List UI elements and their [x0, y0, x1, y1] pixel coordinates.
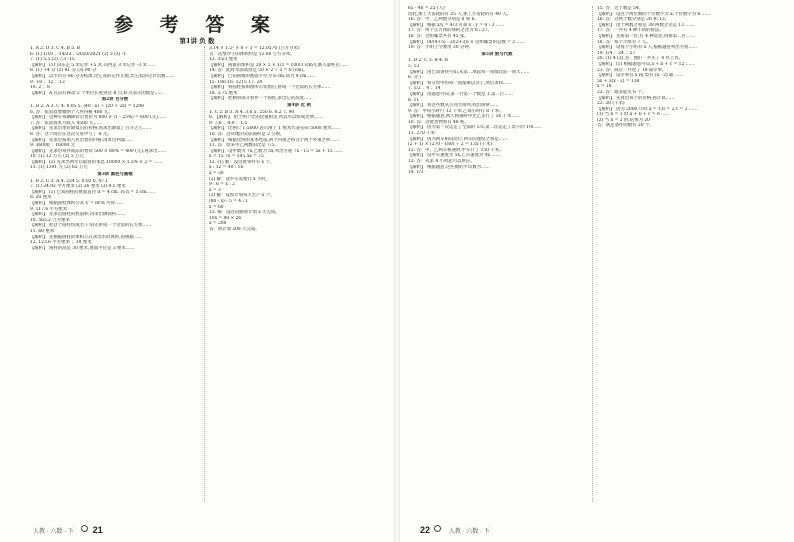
page-number: 21: [92, 525, 103, 535]
answer-line: 【解析】 比例尺 1:5000 表示图上 1 厘米代表实际 5000 厘米……: [209, 126, 341, 132]
answer-line: 5x + 3(x - 2) = 138: [597, 78, 640, 84]
right-column-b: [592, 6, 777, 502]
answer-line: 18. 答：每个小组有 7 人。: [597, 39, 651, 45]
answer-line: x = 30: [209, 171, 224, 177]
answer-line: 答：原计划 208 天完成。: [209, 227, 260, 232]
answer-line: (2 + 1) × (270 - 180) ÷ 2 = 135 (千米): [408, 142, 493, 148]
answer-line: x : 12 = 40 : 16: [209, 165, 244, 171]
answer-line: 7. (1) 24.92 平方厘米 (2) 26 厘米 (3) 9.5 厘米: [30, 184, 126, 190]
answer-line: 【解析】 设甲车速度为 5x,乙车速度为 4x ……: [408, 153, 501, 159]
answer-line: 【解析】 因为 2000 年时 a = 1,b = 2,c = 3 ……: [597, 106, 698, 112]
left-page: [0, 0, 394, 542]
answer-line: 11. 270 千米: [408, 131, 435, 137]
answer-line: 12. (1) 解：设这批零件有 x 个。: [209, 159, 275, 165]
answer-line: 【解析】 把这个圆柱切成若干等份,拼成一个近似的长方体……: [30, 223, 152, 229]
answer-line: 1. C 2. B 3. A 4. 3.6 5. 250 6. 6.2 7. 90: [209, 109, 295, 115]
answer-line: 23. 20 (千米): [597, 101, 625, 107]
answer-line: 8. 20 厘米: [30, 195, 52, 201]
answer-line: 第5讲 数与代数: [481, 51, 513, 57]
answer-line: 14. 答：此时水面高度是 20 × 2 ÷ 5 = 8 (cm)。: [209, 68, 308, 74]
answer-line: 9. 7:6 ；4:9 ；1:5: [209, 120, 248, 126]
answer-line: 10x = 80 × 26: [209, 215, 242, 221]
answer-line: 18. 3.75 厘米: [209, 90, 238, 96]
page-title: 参 考 答 案: [114, 14, 280, 36]
right-page: [400, 0, 794, 542]
answer-line: 【解析】 根据题意,这些数的平均数为……: [408, 164, 490, 170]
answer-line: 5. 13: [408, 63, 420, 69]
answer-line: 答：满足条件的数有 20 个。: [597, 123, 654, 129]
footer-text: 人教 · 六数 · 下: [33, 529, 74, 535]
answer-line: (3) 解：设原计划每天生产 x 个。: [209, 193, 275, 199]
answer-line: 第3讲 圆柱与圆锥: [97, 172, 133, 178]
answer-line: 10. 答：这批货物原有 48 吨。: [408, 119, 469, 125]
answer-line: 1. A 2. D 3. C 4. B 5. B: [30, 46, 81, 51]
answer-line: 【解析】 圆柱的高是 30 厘米,底面半径是 3 厘米……: [30, 245, 135, 251]
answer-line: 13. 答：从第 4 小时起可以供应。: [408, 159, 475, 165]
answer-line: 12. 答：甲、乙两车相遇时,甲车行了 150 千米。: [408, 147, 504, 153]
answer-line: 1. B 2. C 3. A 4. 224 5. 0.02 6. 47.1: [30, 178, 109, 184]
answer-line: 【解析】 由题意可知,第一行第一个数是 1,第二行……: [408, 91, 513, 97]
answer-line: 【解析】 设每个小组有 x 人,根据题意列出方程……: [597, 45, 698, 51]
answer-line: 【解析】 (1) 根据题意可知,a + b + c = 12 ……: [597, 61, 695, 67]
answer-line: 【解析】 由于两数之和是 39,两数之差是 13 ……: [597, 22, 695, 28]
answer-line: 22. 答：最多能买 6 个。: [597, 89, 647, 95]
answer-line: 答：这堆沙子的体积约是 12.06 立方分米。: [209, 51, 295, 57]
page-number: 22: [420, 525, 431, 535]
answer-line: 7. 答：张叔叔本月收入 4500 元……: [30, 120, 103, 126]
answer-line: 【解析】 这种车每辆降价后售价为 800 × (1 - 25%) = 600 (元)……: [30, 115, 167, 121]
answer-line: 【解析】 (1) 已知圆柱的底面直径 d = 4 cm, 高 h = 5 cm……: [30, 189, 156, 195]
answer-line: 19. 答：小明上学要用 30 分钟。: [408, 45, 474, 51]
footer-circle-icon: [81, 525, 88, 532]
answer-line: 【解析】 先排第一位,有 4 种选法,再排第二位……: [597, 33, 695, 39]
answer-line: 17. 答：两个正方体的体积之比为 8 : 27。: [408, 28, 492, 34]
right-column-a: [408, 6, 586, 502]
answer-line: 【解析】 先算出每个的价格,再计算……: [597, 95, 675, 101]
answer-line: 【解析】 圆锥的体积是 20 × 5 × 1/3 = 100/3 (cm³),倒入量杯后……: [209, 62, 349, 68]
answer-line: 15. 18π 16. 1215 17. 24: [209, 79, 263, 85]
answer-line: 【解析】 根据题意,两人相遇时甲比乙多行了 16 千米……: [408, 114, 521, 120]
answer-line: (2) 解：设甲车需要行 x 小时。: [209, 176, 271, 182]
answer-line: 20. (1) 4 (2) 答：他们一共买了 4 件上衣。: [597, 56, 684, 62]
answer-line: x = 18: [597, 84, 612, 90]
answer-line: 8. 答：这个商店在这次交易中亏了 8 元。: [30, 131, 112, 137]
answer-line: 【解析】 设苹果有 x 箱,梨有 (x - 2) 箱 ……: [597, 73, 684, 79]
left-column-b: [204, 46, 389, 502]
answer-line: 因此,加工大齿轮的有 25 人,加工小齿轮的有 40 人。: [408, 11, 511, 17]
footer-circle-icon: [434, 525, 441, 532]
answer-line: 1. D 2. A 3. C 4. 0.05 5. (40 - x) ÷ (20 + 2x) = 1200: [30, 103, 144, 109]
answer-line: 【解析】 将这些数从小到大排列,找出规律……: [408, 103, 499, 109]
answer-line: 21. 答：商店一共进了 18 箱苹果。: [597, 67, 667, 73]
answer-line: 【解析】 先求出按照八折出售的价格,再求出利润……: [30, 137, 134, 143]
answer-line: 【解析】 已知圆锥的底面半径为 6 cm,高为 9 cm……: [209, 73, 316, 79]
answer-line: 【解析】 先求出圆柱的底面积,再求出侧面积……: [30, 212, 125, 218]
answer-line: 19. 1/4 ；24 ；27: [597, 50, 636, 56]
answer-line: 8. 11: [408, 97, 420, 103]
right-footer: [420, 520, 493, 538]
answer-line: 16. 答：这两个数分别是 26 和 13。: [597, 17, 670, 23]
answer-line: 3.14 × 1.2² × 8 ÷ 3 = 12.0576 (立方分米): [209, 46, 300, 51]
answer-line: 【解析】 将分母中的每一项都乘以分子,然后求和……: [408, 80, 512, 86]
answer-line: 第2讲 百分数: [101, 97, 129, 103]
answer-line: 【解析】 以平均分 86 分为标准,比它高的记作正数,比它低的记作负数……: [30, 73, 175, 79]
footer-text: 人教 · 六数 · 下: [448, 529, 490, 535]
answer-line: 9. +8 ；12 ；12: [30, 79, 65, 85]
answer-line: 【解析】 设这个两位数的十位数字为 a,个位数字为 b ……: [597, 11, 711, 17]
answer-line: 8. (1) +4 分 (2) 81 分 (3) 90 分: [30, 68, 97, 74]
answer-line: 6. (1) 1/10 , -14/23 , -2020/2021 (2) 5 (3) -1: [30, 51, 126, 57]
answer-line: 10. 565.2 立方厘米: [30, 217, 70, 223]
answer-line: 18. 答：这组邮票共有 45 张。: [408, 33, 469, 39]
answer-line: 9. 36000 ；16000 元: [30, 143, 76, 149]
answer-line: x = 15 7x = 105 5x = 75: [209, 154, 264, 160]
answer-line: 【解析】 (4/(4+5) - 2/(2+3)) × 这组邮票的总数 = 2 ……: [408, 39, 526, 45]
answer-line: 【解析】 根据比例的基本性质,两个内项之积等于两个外项之积……: [209, 137, 340, 143]
answer-line: 13. 解：设这段路原计划 x 天完成。: [209, 210, 280, 216]
answer-line: 1. D 2. C 3. B 4. B: [408, 58, 448, 64]
answer-line: 9. 117.6 平方厘米: [30, 206, 68, 212]
answer-line: (2) 当 n = 2 时,结果为 20: [597, 117, 650, 123]
answer-line: 13. 35/3 厘米: [209, 57, 238, 63]
answer-line: 7. 1/2 ；4 ；14: [408, 86, 441, 92]
answer-line: 【解析】 因为两车相向而行,两车的速度之和是……: [408, 136, 508, 142]
answer-line: 【解析】 A 点向右移动 2 个单位长度到达 B 点,B 点表示的数是……: [30, 90, 164, 96]
answer-line: 11. 60 厘米: [30, 229, 55, 234]
lesson-heading: 第1讲 负 数: [179, 37, 215, 45]
left-column-a: [30, 46, 200, 502]
answer-line: 【解析】 根据 x/y = 4/3 可知 x : y = 4 : 3 ……: [408, 22, 505, 28]
answer-line: 第4讲 比 例: [287, 102, 311, 108]
answer-line: x = 208: [209, 221, 227, 227]
left-footer: [30, 520, 103, 538]
answer-line: 10. 2 ；8: [30, 85, 50, 91]
answer-line: 【解析】 先求出单价降低后的价格,再求出降低了百分之几……: [30, 126, 152, 132]
answer-line: 【解析】 (1) 向东走 5 米记作 +5 米,向西走 3 米记作 -3 米……: [30, 62, 156, 68]
answer-line: 10. 答：这块地的实际面积是 2 公顷。: [209, 131, 285, 137]
answer-line: 【解析】 因为第一次运走了全部的 1/3,第二次运走了余下的 1/4……: [408, 125, 542, 131]
answer-line: x = 3: [209, 187, 221, 193]
answer-line: 17. 答：一共有 4 种不同的排法。: [597, 28, 664, 34]
answer-line: 65 - 40 = 25 (人): [408, 6, 445, 11]
answer-line: 【解析】 先根据圆柱的体积公式求出水的体积,再根据……: [30, 234, 143, 240]
answer-line: 6. 分子: [408, 75, 423, 81]
answer-line: 11. 答：原来甲乙两数的比是 7:5。: [209, 143, 279, 149]
answer-line: 6. 答：张叔叔要缴纳个人所得税 480 元。: [30, 109, 113, 115]
answer-line: 【解析】 把剩余部分看作一个圆柱,求出它的高度……: [209, 96, 313, 102]
answer-line: x = 60: [209, 204, 224, 210]
answer-line: (80 - x) : 5 = 4 : 1: [209, 199, 249, 205]
answer-line: 9 : 6 = x : 2: [209, 182, 235, 188]
answer-line: 【解析】 先求出每件商品的售价 500 × 80% = 400 (元),再求出……: [30, 148, 167, 154]
answer-line: 16. 答：甲、乙两数分别是 8 和 6。: [408, 17, 479, 23]
answer-line: 11. (1) 1391 元 (2) 65 万元: [30, 165, 88, 171]
answer-line: 12. 123.6 平方厘米 ；18 厘米: [30, 240, 92, 246]
answer-line: 【解析】 将圆柱按如图所示切割后,拼成一个近似的长方体……: [209, 85, 331, 91]
answer-line: 8. 【解析】 由于两个比的比值相等,所以可以组成比例……: [209, 115, 323, 121]
answer-line: 14. 1/3: [408, 170, 424, 176]
answer-line: 【解析】 (1) 先求出两年后取得的本息 10000 × 1.5% × 2 = ……: [30, 159, 163, 165]
answer-line: 【解析】 由已知条件可知,从第二项起每一项都比前一项大……: [408, 69, 530, 75]
answer-line: (1) 当 n = 1 时,a + b + c = 6 ……: [597, 112, 670, 118]
answer-line: 9. 答：甲每小时行 12 千米,乙每小时行 8 千米。: [408, 108, 504, 114]
answer-line: 10. (1) 12 万元 (2) 5 万元: [30, 154, 84, 160]
answer-line: 15. 答：这个数是 54。: [597, 6, 644, 11]
answer-line: 7. (1) 5.5 (2) 7.3 -15: [30, 57, 75, 63]
answer-line: 【解析】 根据圆柱体积公式 V = πr²h 可得……: [30, 201, 124, 207]
answer-line: 【解析】 设甲数为 7x,乙数为 5x,列出方程 7x - 15 = 5x + 15 ……: [209, 148, 343, 154]
